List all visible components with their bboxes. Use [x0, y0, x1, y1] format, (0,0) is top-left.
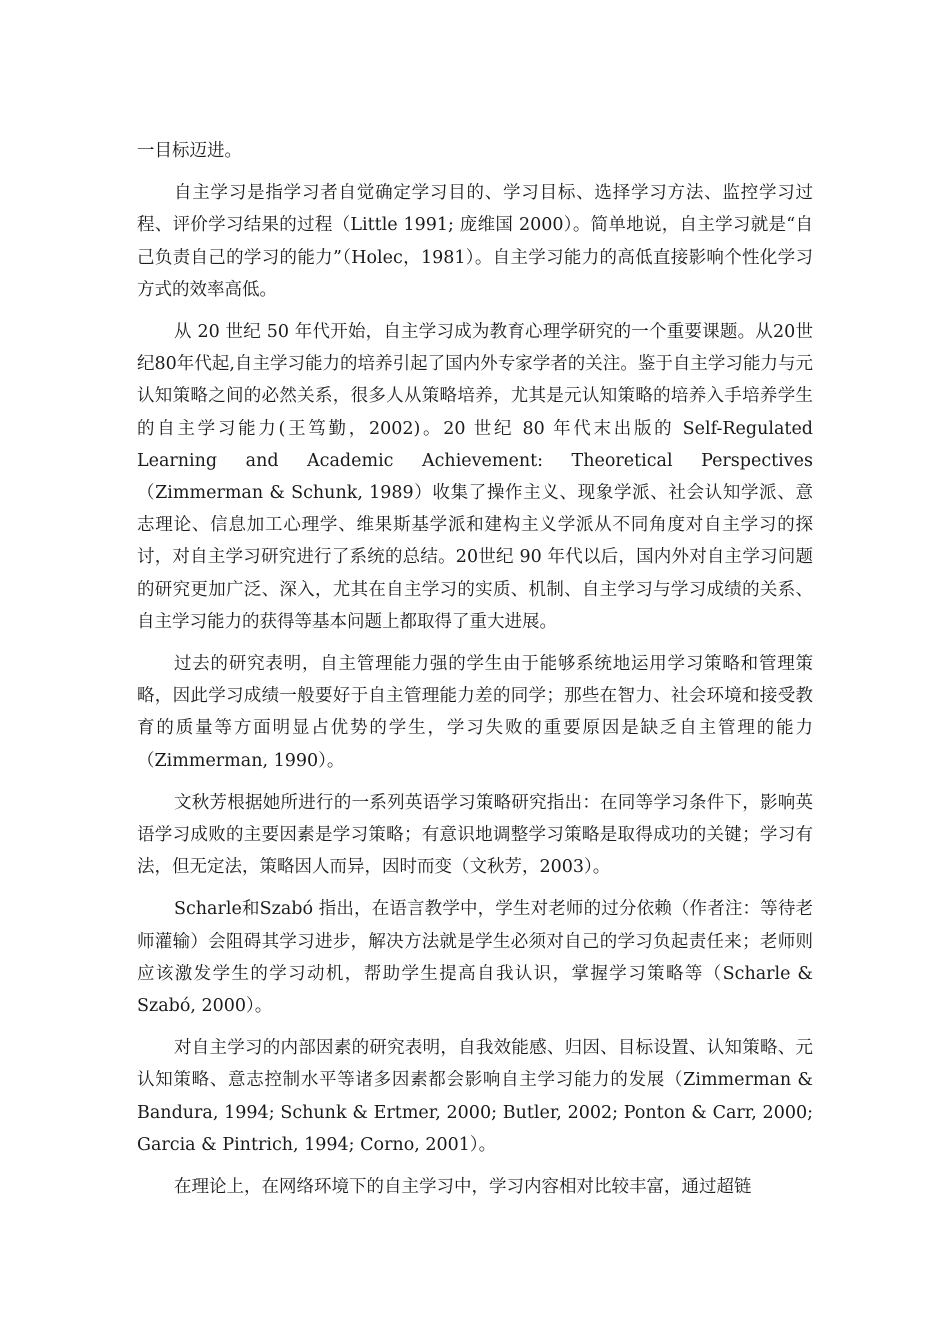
paragraph-wen-qiufang: 文秋芳根据她所进行的一系列英语学习策略研究指出：在同等学习条件下，影响英语学习成败的主要因素是学习策略；有意识地调整学习策略是取得成功的关键；学习有法，但无定法，策略因人而异，因时而变（文秋芳，2003）。 [137, 792, 813, 878]
paragraph-continuation: 一目标迈进。 [137, 141, 242, 161]
paragraph-history: 从 20 世纪 50 年代开始，自主学习成为教育心理学研究的一个重要课题。从20世纪80年代起,自主学习能力的培养引起了国内外专家学者的关注。鉴于自主学习能力与元认知策略之间的必然关系，很多人从策略培养，尤其是元认知策略的培养入手培养学生的自主学习能力(王笃勤，2002)。20 世纪 80 年代末出版的 Self-Regulated Learning and Academic Achievement: Theoretical Perspectives（Zimmerman & Schunk, 1989）收集了操作主义、现象学派、社会认知学派、意志理论、信息加工心理学、维果斯基学派和建构主义学派从不同角度对自主学习的探讨，对自主学习研究进行了系统的总结。20世纪 90 年代以后，国内外对自主学习问题的研究更加广泛、深入，尤其在自主学习的实质、机制、自主学习与学习成绩的关系、自主学习能力的获得等基本问题上都取得了重大进展。 [137, 322, 813, 632]
paragraph-network-theory: 在理论上，在网络环境下的自主学习中，学习内容相对比较丰富，通过超链 [174, 1177, 752, 1198]
paragraph-internal-factors: 对自主学习的内部因素的研究表明，自我效能感、归因、目标设置、认知策略、元认知策略、意志控制水平等诸多因素都会影响自主学习能力的发展（Zimmerman & Bandura, 1994; Schunk & Ertmer, 2000; Butler, 2002; Ponton & Carr, 2000; Garcia & Pintrich, 1994; Corno, 2001）。 [137, 1038, 813, 1155]
document-body [137, 135, 813, 1213]
paragraph-scharle-szabo: Scharle和Szabó 指出，在语言教学中，学生对老师的过分依赖（作者注：等待老师灌输）会阻碍其学习进步，解决方法就是学生必须对自己的学习负起责任来；老师则应该激发学生的学习动机，帮助学生提高自我认识，掌握学习策略等（Scharle & Szabó, 2000）。 [137, 899, 813, 1017]
paragraph-past-research: 过去的研究表明，自主管理能力强的学生由于能够系统地运用学习策略和管理策略，因此学习成绩一般要好于自主管理能力差的同学；那些在智力、社会环境和接受教育的质量等方面明显占优势的学生，学习失败的重要原因是缺乏自主管理的能力（Zimmerman, 1990）。 [137, 654, 813, 771]
paragraph-definition: 自主学习是指学习者自觉确定学习目的、学习目标、选择学习方法、监控学习过程、评价学习结果的过程（Little 1991; 庞维国 2000）。简单地说，自主学习就是“自己负责自己的学习的能力”（Holec，1981）。自主学习能力的高低直接影响个性化学习方式的效率高低。 [137, 183, 813, 300]
